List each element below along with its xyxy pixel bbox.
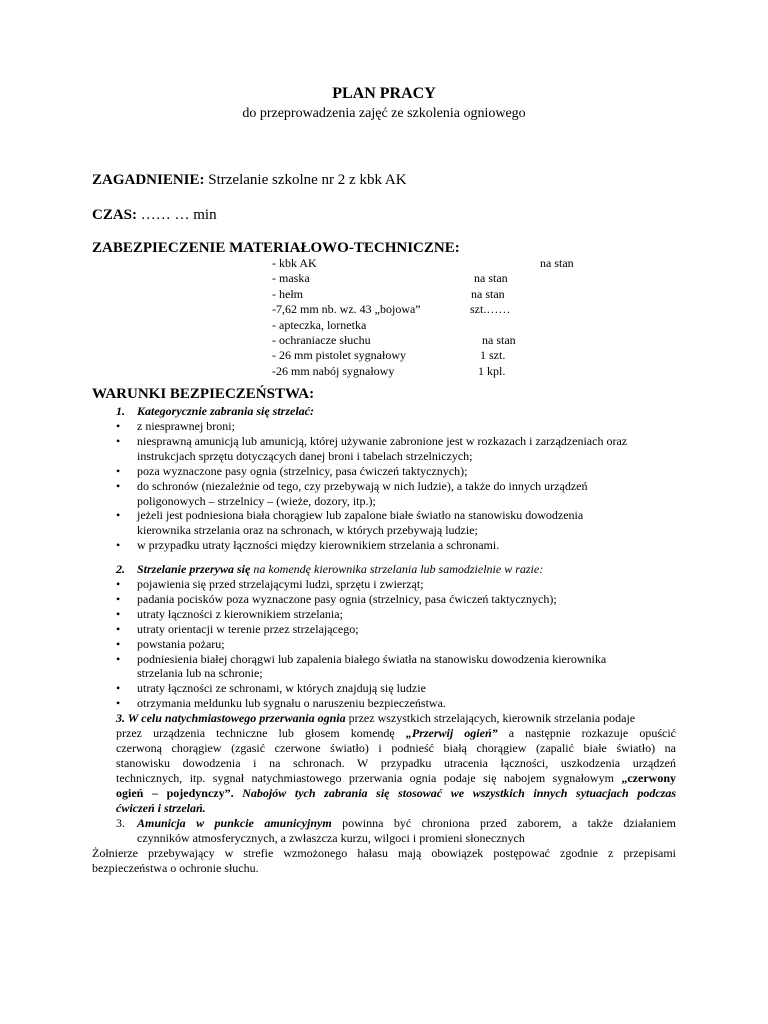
equipment-item — [272, 364, 532, 379]
bullet-icon: • — [116, 696, 121, 711]
bullet-icon: • — [116, 606, 121, 621]
list-item: instrukcjach sprzętu dotyczących danej broni i tabelach strzelniczych; — [137, 448, 473, 463]
document-title: PLAN PRACY — [332, 85, 436, 102]
equipment-quantity: na stan — [474, 271, 508, 286]
section-4-lead: Amunicja w punkcie amunicyjnym — [137, 816, 332, 830]
section-3-line-2 — [116, 726, 676, 741]
equipment-name: - ochraniacze słuchu — [272, 332, 371, 347]
list-item: otrzymania meldunku lub sygnału o naruszeniu bezpieczeństwa. — [137, 696, 446, 711]
equipment-item — [272, 318, 532, 333]
list-item: pojawienia się przed strzelającymi ludzi, sprzętu i zwierząt; — [137, 577, 424, 591]
section-2-title — [137, 562, 543, 577]
section-3-line-1 — [116, 711, 676, 726]
bullet-icon: • — [116, 433, 121, 448]
list-item: do schronów (niezależnie od tego, czy przebywają w nich ludzie), a także do innych urządzeń — [137, 478, 588, 493]
topic-value: Strzelanie szkolne nr 2 z kbk AK — [208, 172, 407, 188]
list-item: utraty łączności ze schronami, w których znajdują się ludzie — [137, 681, 426, 696]
equipment-name: -26 mm nabój sygnałowy — [272, 363, 395, 378]
section-2-title-rest: na komendę kierownika strzelania lub samodzielnie w razie: — [250, 562, 544, 576]
bullet-icon: • — [116, 508, 121, 523]
section-2-title-bold: Strzelanie przerywa się — [137, 562, 251, 576]
section-1-title: Kategorycznie zabrania się strzelać: — [137, 404, 314, 418]
section-2-number: 2. — [116, 562, 125, 576]
section-4-line-2: czynników atmosferycznych, a zwłaszcza kurzu, wilgoci i promieni słonecznych — [137, 831, 525, 845]
topic-label: ZAGADNIENIE: — [92, 172, 205, 188]
equipment-quantity: 1 szt. — [480, 348, 506, 363]
equipment-item — [272, 302, 532, 317]
section-1-number: 1. — [116, 404, 125, 418]
time-value: …… … min — [140, 207, 217, 223]
section-3-signal-a: „czerwony — [621, 771, 676, 785]
list-item: poza wyznaczone pasy ognia (strzelnicy, pasa ćwiczeń taktycznych); — [137, 463, 468, 478]
equipment-quantity: na stan — [482, 332, 516, 347]
equipment-quantity: 1 kpl. — [478, 363, 506, 378]
equipment-name: - apteczka, lornetka — [272, 317, 367, 332]
equipment-quantity: na stan — [540, 256, 574, 270]
section-3-text-2a: przez urządzenia techniczne lub głosem komendę — [116, 726, 406, 740]
list-item: z niesprawnej broni; — [137, 419, 235, 433]
section-3-lead: 3. W celu natychmiastowego przerwania ognia — [116, 711, 346, 725]
list-item: utraty orientacji w terenie przez strzelającego; — [137, 621, 359, 636]
section-4-number: 3. — [116, 816, 125, 830]
section-3-line-7: ćwiczeń i strzelań. — [116, 801, 206, 815]
bullet-icon: • — [116, 651, 121, 666]
time-line — [92, 207, 217, 224]
equipment-name: - hełm — [272, 286, 303, 301]
bullet-icon: • — [116, 591, 121, 606]
bullet-icon: • — [116, 419, 121, 433]
equipment-name: - maska — [272, 271, 310, 286]
bullet-icon: • — [116, 621, 121, 636]
list-item: kierownika strzelania oraz na schronach, w których przebywają ludzie; — [137, 523, 478, 538]
section-3-text-6b: Nabojów tych zabrania się stosować we wszystkich innych sytuacjach podczas — [233, 786, 676, 800]
bullet-icon: • — [116, 577, 121, 591]
section-3-text-5a: technicznych, itp. sygnał natychmiastowego przerwania ognia podaje się nabojem sygnałowym — [116, 771, 622, 785]
document-subtitle: do przeprowadzenia zajęć ze szkolenia ogniowego — [242, 106, 526, 121]
list-item: niesprawną amunicją lub amunicją, której używanie zabronione jest w rozkazach i zarządzeniach oraz — [137, 433, 628, 448]
section-3-text-1: przez wszystkich strzelających, kierownik strzelania podaje — [345, 711, 636, 725]
section-3-line-3: czerwoną chorągiew (zgasić czerwone światło) i podnieść białą chorągiew (zapalić białe światło) na — [116, 741, 676, 755]
equipment-name: - kbk AK — [272, 256, 317, 270]
equipment-item — [272, 271, 532, 286]
equipment-heading: ZABEZPIECZENIE MATERIAŁOWO-TECHNICZNE: — [92, 240, 460, 256]
section-3-signal-b: ogień – pojedynczy”. — [116, 786, 234, 800]
list-item: strzelania lub na schronie; — [137, 666, 263, 681]
equipment-item — [272, 256, 574, 271]
section-3-command: „Przerwij ogień” — [405, 726, 498, 740]
section-4-line-1 — [137, 816, 676, 831]
equipment-list — [272, 256, 574, 379]
section-3-line-6 — [116, 786, 676, 801]
bullet-icon: • — [116, 478, 121, 493]
list-item: podniesienia białej chorągwi lub zapalenia białego światła na stanowisku dowodzenia kierownika — [137, 651, 607, 666]
bullet-icon: • — [116, 463, 121, 478]
list-item: padania pocisków poza wyznaczone pasy ognia (strzelnicy, pasa ćwiczeń taktycznych); — [137, 591, 557, 606]
list-item: w przypadku utraty łączności między kierownikiem strzelania a schronami. — [137, 538, 500, 553]
list-item: poligonowych – strzelnicy – (wieże, dozory, itp.); — [137, 493, 376, 508]
list-item: jeżeli jest podniesiona biała chorągiew lub zapalone białe światło na stanowisku dowodzenia — [137, 508, 584, 523]
equipment-name: -7,62 mm nb. wz. 43 „bojowa” — [272, 302, 421, 317]
equipment-quantity: szt.…… — [470, 302, 511, 317]
bullet-icon: • — [116, 681, 121, 696]
bullet-icon: • — [116, 538, 121, 553]
section-3-line-4: stanowisku dowodzenia i na schronach. W przypadku utracenia łączności, uszkodzenia urządzeń — [116, 756, 676, 770]
topic-line — [92, 172, 407, 189]
section-3-line-5 — [116, 771, 676, 786]
equipment-quantity: na stan — [471, 286, 505, 301]
section-3-text-2c: a następnie rozkazuje opuścić — [497, 726, 677, 740]
section-4-text-1: powinna być chroniona przed zaborem, a także działaniem — [331, 816, 676, 830]
list-item: powstania pożaru; — [137, 636, 225, 651]
equipment-item — [272, 348, 532, 363]
bullet-icon: • — [116, 636, 121, 651]
equipment-item — [272, 287, 532, 302]
equipment-item — [272, 333, 532, 348]
closing-line-1: Żołnierze przebywający w strefie wzmożonego hałasu mają obowiązek postępować zgodnie z przepisami — [92, 846, 676, 860]
safety-heading: WARUNKI BEZPIECZEŃSTWA: — [92, 386, 315, 402]
time-label: CZAS: — [92, 207, 138, 223]
closing-line-2: bezpieczeństwa o ochronie słuchu. — [92, 861, 259, 875]
list-item: utraty łączności z kierownikiem strzelania; — [137, 606, 343, 621]
equipment-name: - 26 mm pistolet sygnałowy — [272, 348, 406, 363]
